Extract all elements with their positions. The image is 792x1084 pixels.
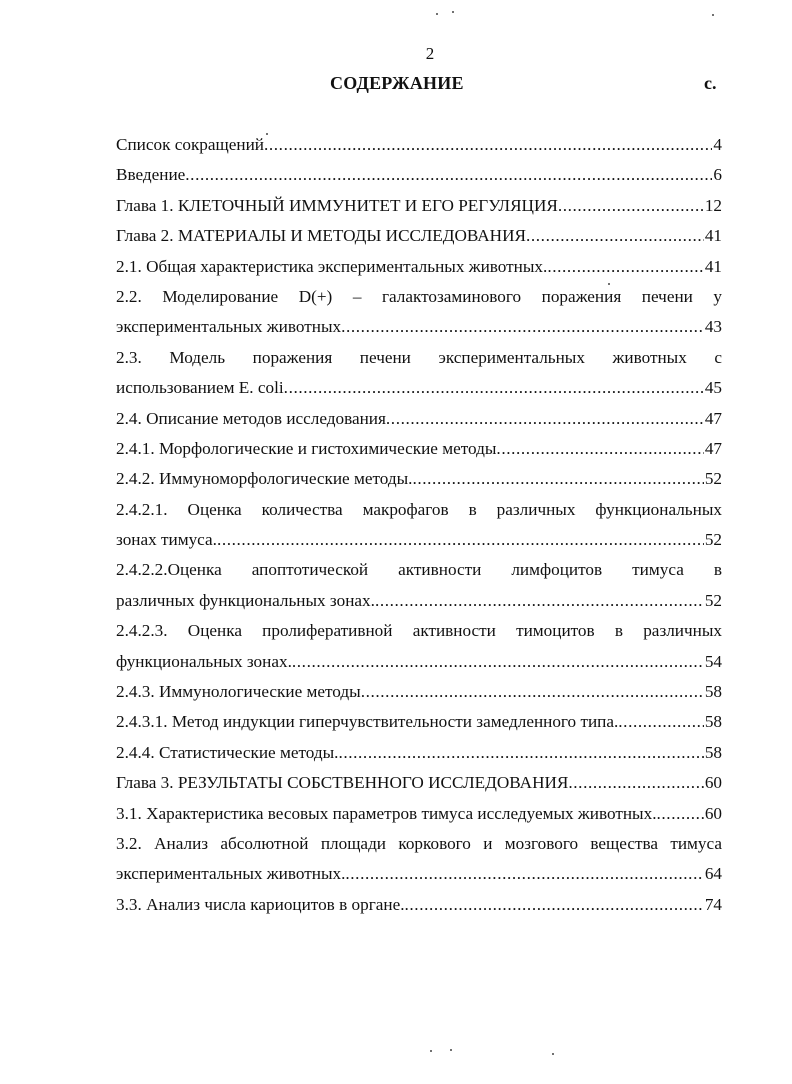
scan-speck	[552, 1053, 554, 1055]
toc-entry-page: 45	[704, 378, 722, 398]
toc-entry-title: экспериментальных животных	[116, 317, 342, 337]
toc-entry	[116, 252, 722, 282]
toc-entry	[116, 434, 722, 464]
toc-entry-title: 2.4.1. Морфологические и гистохимические методы	[116, 438, 497, 458]
toc-entry-title: 2.4. Описание методов исследования	[116, 408, 386, 428]
toc-entry-title: Введение	[116, 165, 186, 185]
toc-entry-title: зонах тимуса.	[116, 530, 217, 550]
toc-entry	[116, 221, 722, 251]
toc-entry-first-line: 2.4.2.1. Оценка количества макрофагов в различных функциональных	[116, 499, 722, 519]
toc-entry-page: 64	[704, 864, 722, 884]
toc-entry-page: 52	[704, 590, 722, 610]
scan-speck	[452, 11, 454, 13]
toc-entry-title: различных функциональных зонах.	[116, 590, 375, 610]
toc-entry-title: Глава 1. КЛЕТОЧНЫЙ ИММУНИТЕТ И ЕГО РЕГУЛЯЦИЯ	[116, 195, 558, 215]
toc-entry-title: 2.1. Общая характеристика экспериментальных животных.	[116, 256, 548, 276]
toc-entry	[116, 404, 722, 434]
toc-entry-title: Глава 3. РЕЗУЛЬТАТЫ СОБСТВЕННОГО ИССЛЕДОВАНИЯ	[116, 773, 569, 793]
toc-entry	[116, 373, 722, 403]
toc-entry-title: 2.4.3. Иммунологические методы	[116, 682, 361, 702]
page-column-label: с.	[704, 73, 717, 93]
toc-entry	[116, 191, 722, 221]
toc-entry-title: экспериментальных животных.	[116, 864, 346, 884]
toc-entry-first-line: 2.2. Моделирование D(+) – галактозаминового поражения печени у	[116, 286, 722, 306]
toc-entry	[116, 312, 722, 342]
page-number: 2	[425, 44, 435, 63]
toc-entry-title: 2.4.4. Статистические методы.	[116, 742, 339, 762]
toc-entry	[116, 799, 722, 829]
toc-entry-first-line: 2.4.2.3. Оценка пролиферативной активности тимоцитов в различных	[116, 621, 722, 641]
toc-entry-page: 47	[704, 408, 722, 428]
toc-entry	[116, 525, 722, 555]
scan-speck	[712, 14, 714, 16]
page-title: СОДЕРЖАНИЕ	[330, 73, 464, 93]
toc-entry	[116, 677, 722, 707]
toc-entry-page: 52	[704, 469, 722, 489]
toc-entry-page: 47	[704, 438, 722, 458]
toc-entry-page: 4	[713, 135, 722, 154]
table-of-contents	[116, 130, 722, 920]
toc-entry-title: функциональных зонах.	[116, 651, 292, 671]
toc-entry-title: 3.1. Характеристика весовых параметров тимуса исследуемых животных.	[116, 803, 657, 823]
toc-entry	[116, 738, 722, 768]
toc-entry-page: 43	[704, 317, 722, 337]
toc-entry-first-line: 2.4.2.2.Оценка апоптотической активности лимфоцитов тимуса в	[116, 560, 722, 580]
toc-entry-first-line: 3.2. Анализ абсолютной площади коркового и мозгового вещества тимуса	[116, 833, 722, 853]
toc-entry-page: 6	[713, 165, 722, 185]
toc-entry-page: 60	[704, 803, 722, 823]
scan-speck	[430, 1050, 432, 1052]
toc-entry-title: Список сокращений	[116, 135, 264, 154]
toc-entry-first-line: 2.3. Модель поражения печени экспериментальных животных с	[116, 347, 722, 367]
toc-entry-title: 2.4.2. Иммуноморфологические методы.	[116, 469, 413, 489]
toc-entry-title: 3.3. Анализ числа кариоцитов в органе.	[116, 894, 405, 914]
toc-entry	[116, 890, 722, 920]
scan-speck	[608, 283, 610, 285]
toc-entry	[116, 586, 722, 616]
toc-entry-page: 41	[704, 256, 722, 276]
toc-entry-page: 52	[704, 530, 722, 550]
toc-entry-page: 74	[704, 894, 722, 914]
toc-entry-page: 54	[704, 651, 722, 671]
toc-entry-title: использованием E. coli	[116, 378, 284, 398]
toc-entry	[116, 160, 722, 190]
scan-speck	[450, 1049, 452, 1051]
scan-speck	[266, 133, 268, 135]
scan-speck	[436, 13, 438, 15]
toc-entry-page: 58	[704, 682, 722, 702]
toc-entry	[116, 859, 722, 889]
toc-entry	[116, 707, 722, 737]
toc-entry	[116, 130, 722, 160]
toc-entry-page: 41	[704, 226, 722, 246]
toc-entry-page: 60	[704, 773, 722, 793]
toc-entry-page: 12	[704, 195, 722, 215]
toc-entry	[116, 647, 722, 677]
toc-entry	[116, 464, 722, 494]
toc-entry	[116, 768, 722, 798]
toc-entry-page: 58	[704, 712, 722, 732]
toc-entry-title: 2.4.3.1. Метод индукции гиперчувствительности замедленного типа.	[116, 712, 619, 732]
toc-entry-page: 58	[704, 742, 722, 762]
toc-entry-title: Глава 2. МАТЕРИАЛЫ И МЕТОДЫ ИССЛЕДОВАНИЯ	[116, 226, 526, 246]
